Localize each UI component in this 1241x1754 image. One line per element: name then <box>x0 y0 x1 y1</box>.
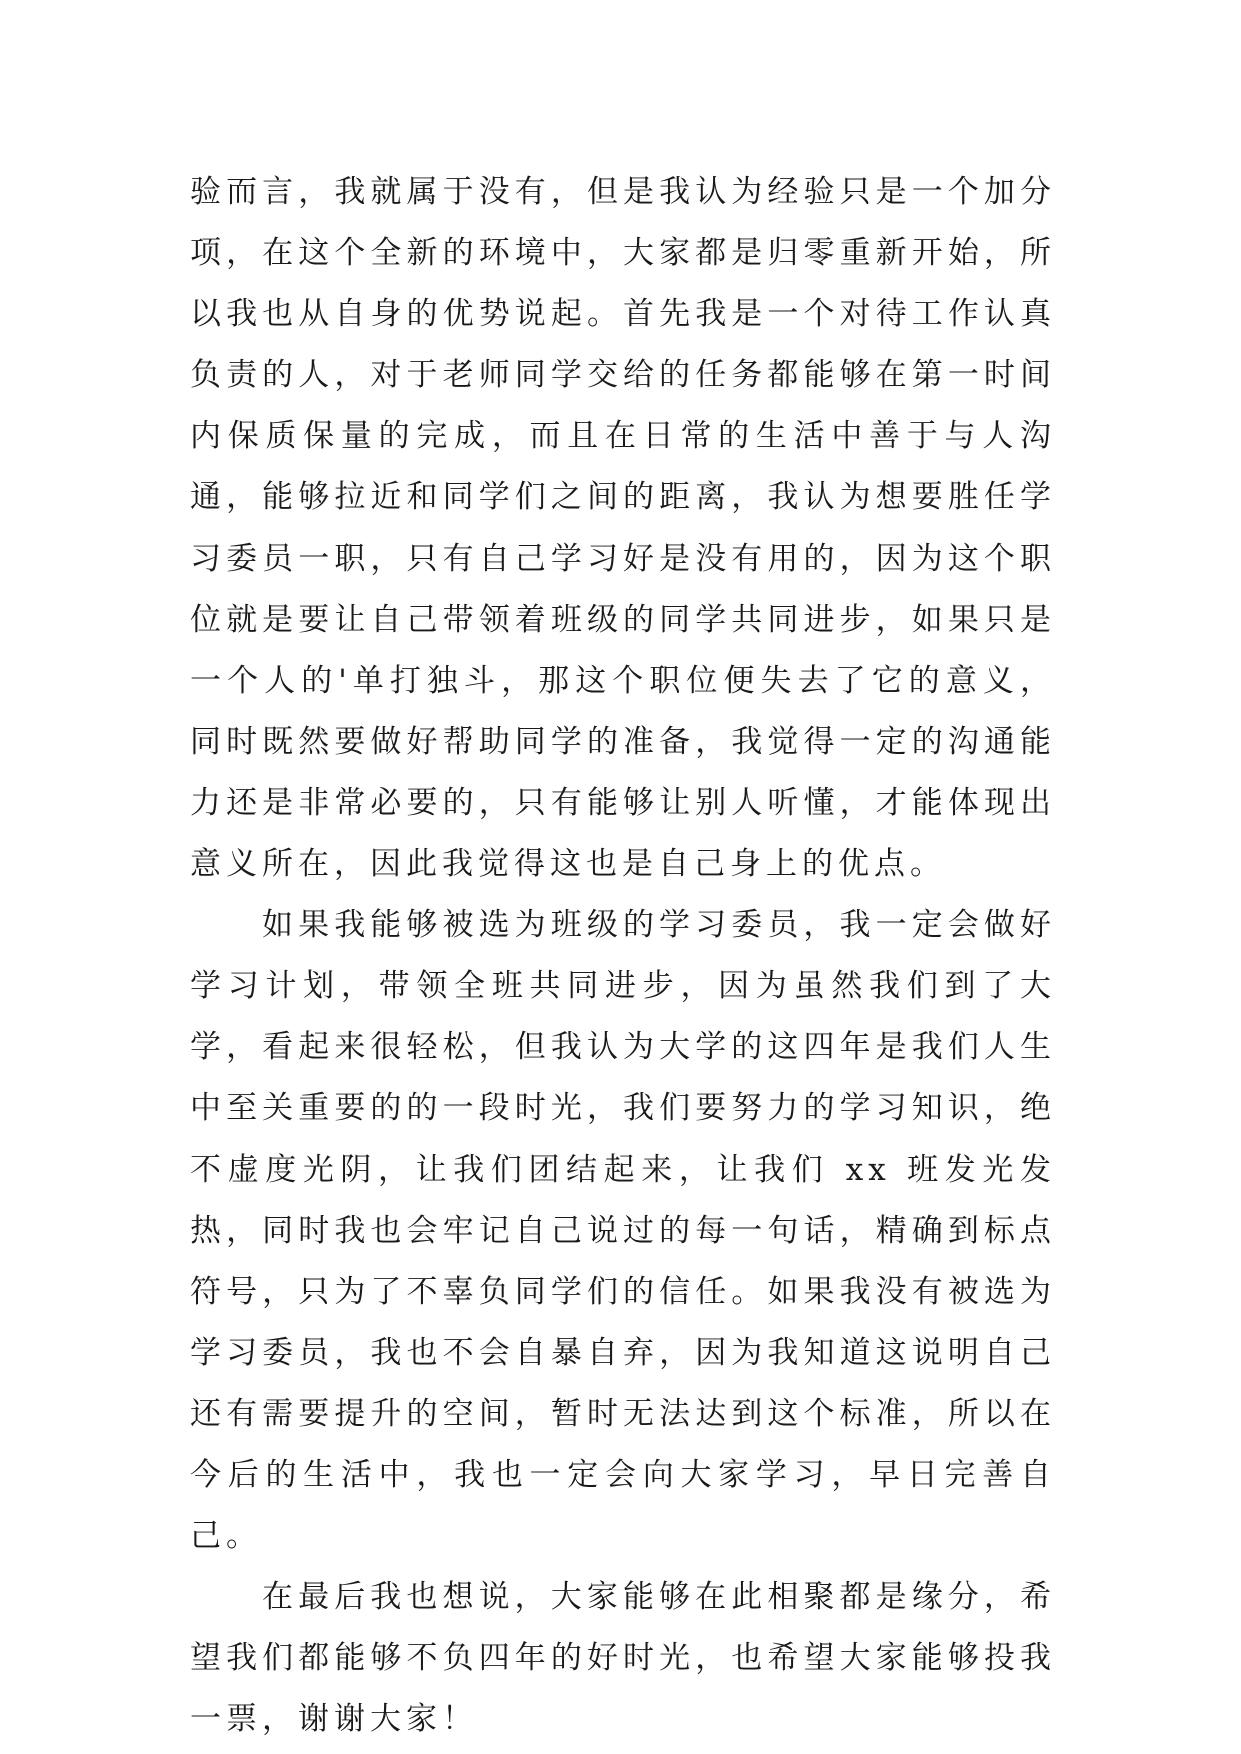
paragraph-class-plan: 如果我能够被选为班级的学习委员，我一定会做好学习计划，带领全班共同进步，因为虽然我们到了大学，看起来很轻松，但我认为大学的这四年是我们人生中至关重要的的一段时光，我们要努力的学习知识，绝不虚度光阴，让我们团结起来，让我们 xx 班发光发热，同时我也会牢记自己说过的每一句话，精确到标点符号，只为了不辜负同学们的信任。如果我没有被选为学习委员，我也不会自暴自弃，因为我知道这说明自己还有需要提升的空间，暂时无法达到这个标准，所以在今后的生活中，我也一定会向大家学习，早日完善自己。 <box>190 907 1056 1555</box>
paragraph-closing: 在最后我也想说，大家能够在此相聚都是缘分，希望我们都能够不负四年的好时光，也希望大家能够投我一票，谢谢大家！ <box>190 1579 1056 1738</box>
paragraph-continuation: 验而言，我就属于没有，但是我认为经验只是一个加分项，在这个全新的环境中，大家都是归零重新开始，所以我也从自身的优势说起。首先我是一个对待工作认真负责的人，对于老师同学交给的任务都能够在第一时间内保质保量的完成，而且在日常的生活中善于与人沟通，能够拉近和同学们之间的距离，我认为想要胜任学习委员一职，只有自己学习好是没有用的，因为这个职位就是要让自己带领着班级的同学共同进步，如果只是一个人的'单打独斗，那这个职位便失去了它的意义，同时既然要做好帮助同学的准备，我觉得一定的沟通能力还是非常必要的，只有能够让别人听懂，才能体现出意义所在，因此我觉得这也是自己身上的优点。 <box>190 174 1056 883</box>
document-body <box>190 162 1056 1750</box>
